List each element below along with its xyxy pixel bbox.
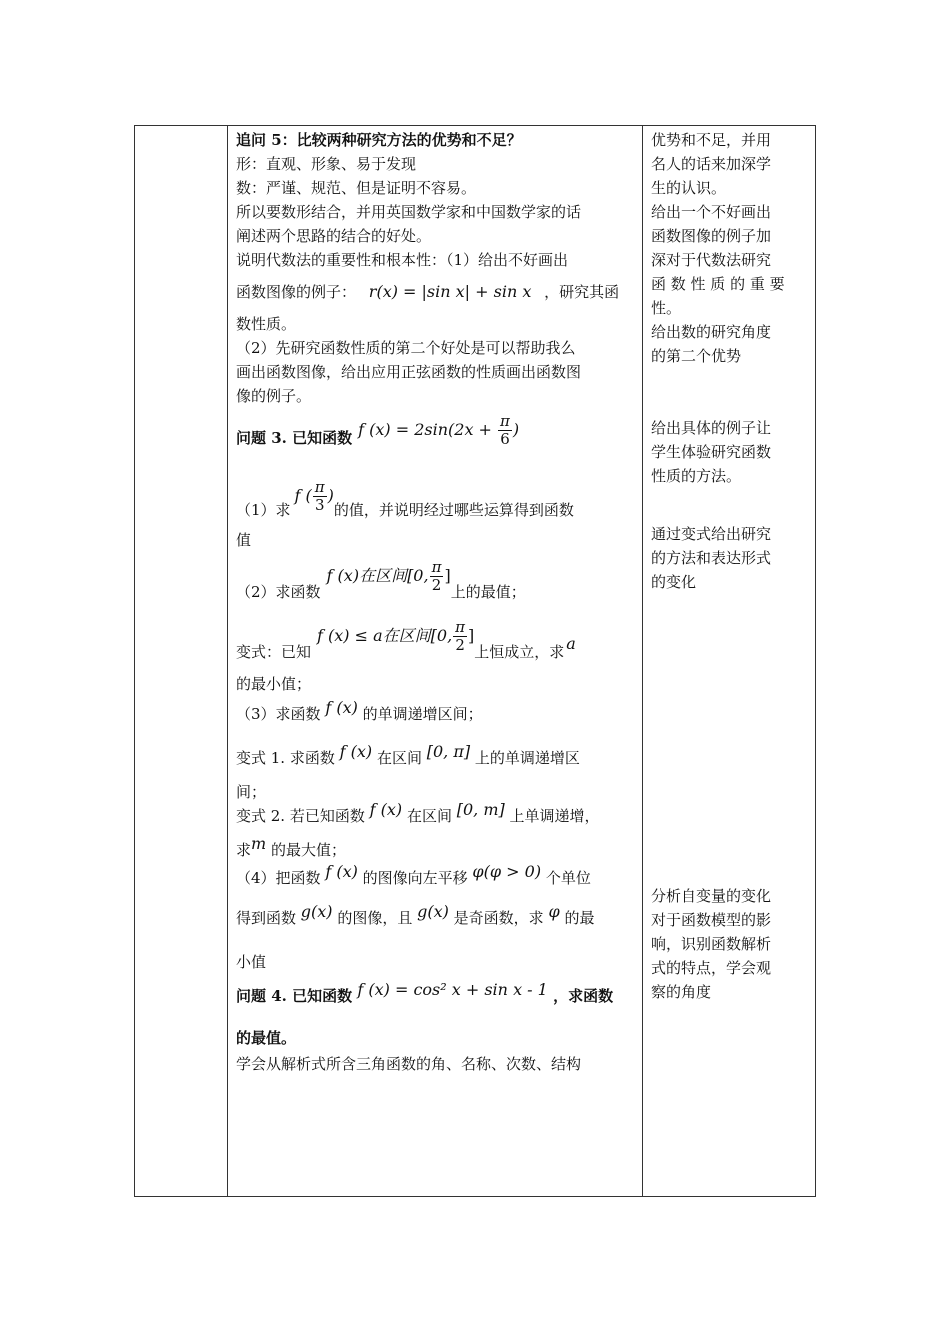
formula-fx: f (x) (325, 862, 358, 881)
note-line: 性。 (651, 299, 682, 317)
variant-2-cont-post: 的最大值； (266, 841, 346, 859)
variant-2-text: 变式 2. 若已知函数 (236, 807, 365, 825)
number-line: 数：严谨、规范、但是证明不容易。 (236, 179, 477, 197)
q3-part4-mid: 的图像向左平移 (362, 869, 468, 887)
denominator: 3 (314, 496, 325, 514)
note-line: 对于函数模型的影 (651, 911, 772, 929)
numerator: π (314, 478, 325, 496)
q3-part4-cont: 小值 (236, 953, 267, 971)
shape-line: 形：直观、形象、易于发现 (236, 155, 417, 173)
q3-part2-post: 上的最值； (450, 583, 526, 601)
numerator: π (455, 618, 466, 636)
q3-part2-text: （2）求函数 (236, 583, 321, 601)
q3-part1-cont: 值 (236, 531, 252, 549)
q3-part4-post: 个单位 (545, 869, 591, 887)
note-line: 优势和不足，并用 (651, 131, 772, 149)
q3-part2 (236, 558, 636, 604)
question-4 (236, 980, 636, 1008)
variant-text: 变式：已知 (236, 643, 312, 661)
variant-1 (236, 742, 636, 770)
note-line: 函 数 性 质 的 重 要 (651, 275, 785, 293)
q3-part3 (236, 698, 636, 726)
q3-part4-text: （4）把函数 (236, 869, 321, 887)
paren: ) (512, 419, 520, 439)
interval-text: f (x)在区间[0, (326, 566, 429, 585)
variant-2-mid: 在区间 (406, 807, 452, 825)
formula-phi: φ(φ > 0) (472, 862, 542, 881)
q3-part4-b (236, 902, 636, 930)
paren: ) (327, 486, 334, 505)
f-open: f ( (294, 486, 312, 505)
variant-1-post: 上的单调递增区 (474, 749, 580, 767)
variant-2-cont (236, 834, 636, 862)
algebra-line-2-post: ，研究其函 (544, 283, 620, 301)
variant-2-cont-text: 求 (236, 841, 252, 859)
interval-0-pi: [0, π] (426, 742, 471, 761)
formula-interval-2: f (x) ≤ a在区间[0, $\frac{\pi}{2}$ ] (317, 618, 475, 654)
q3-part4-b-mid: 的图像，且 (337, 909, 413, 927)
formula-f-text: f (x) = 2sin(2x + (358, 419, 492, 439)
algebra-line-1: 说明代数法的重要性和根本性：（1）给出不好画出 (236, 251, 569, 269)
combine-line-1: 所以要数形结合，并用英国数学家和中国数学家的话 (236, 203, 582, 221)
variant (236, 618, 636, 664)
note-line: 给出一个不好画出 (651, 203, 772, 221)
note-line: 给出具体的例子让 (651, 419, 772, 437)
note-line: 深对于代数法研究 (651, 251, 772, 269)
formula-r: r(x) = |sin x| + sin x (368, 282, 532, 301)
second-benefit-line-2: 画出函数图像，给出应用正弦函数的性质画出函数图 (236, 363, 582, 381)
note-line: 名人的话来加深学 (651, 155, 772, 173)
denominator: 2 (431, 576, 442, 594)
q3-part4 (236, 862, 636, 890)
note-line: 给出数的研究角度 (651, 323, 772, 341)
algebra-line-3: 数性质。 (236, 315, 297, 333)
fraction-pi-6 (498, 413, 512, 448)
note-line: 分析自变量的变化 (651, 887, 772, 905)
q3-part3-post: 的单调递增区间； (362, 705, 483, 723)
var-phi: φ (548, 902, 560, 921)
q3-part4-b-text: 得到函数 (236, 909, 297, 927)
variant-2-post: 上单调递增， (509, 807, 600, 825)
left-column-cell (135, 126, 228, 1197)
formula-fx: f (x) (325, 698, 358, 717)
formula-interval-1: f (x)在区间[0, $\frac{\pi}{2}$ ] (326, 558, 451, 594)
question-3 (236, 408, 636, 468)
fraction-pi-2 (430, 559, 444, 594)
combine-line-2: 阐述两个思路的结合的好处。 (236, 227, 432, 245)
numerator: π (500, 411, 510, 430)
variant-1-cont: 间； (236, 783, 267, 801)
q3-part4-b-mid2: 是奇函数，求 (453, 909, 544, 927)
q3-part1-text: （1）求 (236, 501, 291, 519)
formula-gx: g(x) (417, 902, 449, 921)
q3-part1 (236, 478, 636, 522)
followup-5-title: 追问 5：比较两种研究方法的优势和不足？ (236, 131, 522, 149)
denominator: 6 (500, 429, 510, 448)
variant-2 (236, 800, 636, 828)
q3-part1-post: 的值，并说明经过哪些运算得到函数 (333, 501, 574, 519)
variant-1-mid: 在区间 (376, 749, 422, 767)
fraction-pi-2 (453, 619, 467, 654)
note-line: 的变化 (651, 573, 697, 591)
note-line: 的方法和表达形式 (651, 549, 772, 567)
formula-gx: g(x) (300, 902, 333, 921)
note-line: 响，识别函数解析 (651, 935, 772, 953)
note-line: 察的角度 (651, 983, 712, 1001)
formula-q4: f (x) = cos² x + sin x - 1 (357, 980, 548, 999)
numerator: π (431, 558, 442, 576)
note-line: 学生体验研究函数 (651, 443, 772, 461)
last-line: 学会从解析式所含三角函数的角、名称、次数、结构 (236, 1055, 582, 1073)
q3-part4-b-post: 的最 (564, 909, 595, 927)
var-m: m (251, 834, 267, 853)
variant-1-text: 变式 1. 求函数 (236, 749, 335, 767)
interval-0-m: [0, m] (456, 800, 505, 819)
note-line: 生的认识。 (651, 179, 727, 197)
notes-column-cell (643, 126, 816, 1197)
table-row (135, 126, 816, 1197)
q3-part3-text: （3）求函数 (236, 705, 321, 723)
question-4-label: 问题 4. 已知函数 (236, 987, 353, 1005)
algebra-line-2 (236, 272, 636, 312)
formula-f (358, 413, 519, 448)
content-column-cell (228, 126, 643, 1197)
denominator: 2 (455, 636, 465, 654)
question-4-cont: 的最值。 (236, 1029, 297, 1047)
second-benefit-line-1: （2）先研究函数性质的第二个好处是可以帮助我么 (236, 339, 576, 357)
variant-post: 上恒成立，求 (474, 643, 565, 661)
note-line: 式的特点，学会观 (651, 959, 772, 977)
question-3-label: 问题 3. 已知函数 (236, 429, 353, 447)
note-line: 的第二个优势 (651, 347, 742, 365)
question-4-post: ，求函数 (553, 987, 614, 1005)
note-line: 性质的方法。 (651, 467, 742, 485)
note-line: 通过变式给出研究 (651, 525, 772, 543)
algebra-line-2-text: 函数图像的例子： (236, 283, 357, 301)
variant-cont: 的最小值； (236, 675, 312, 693)
note-line: 函数图像的例子加 (651, 227, 772, 245)
formula-fx: f (x) (339, 742, 373, 761)
formula-f-pi3 (295, 479, 334, 514)
formula-fx: f (x) (369, 800, 403, 819)
var-a: a (566, 634, 576, 653)
second-benefit-line-3: 像的例子。 (236, 387, 312, 405)
interval-text: f (x) ≤ a在区间[0, (317, 626, 453, 645)
fraction-pi-3 (313, 479, 327, 514)
lesson-table (134, 125, 816, 1197)
